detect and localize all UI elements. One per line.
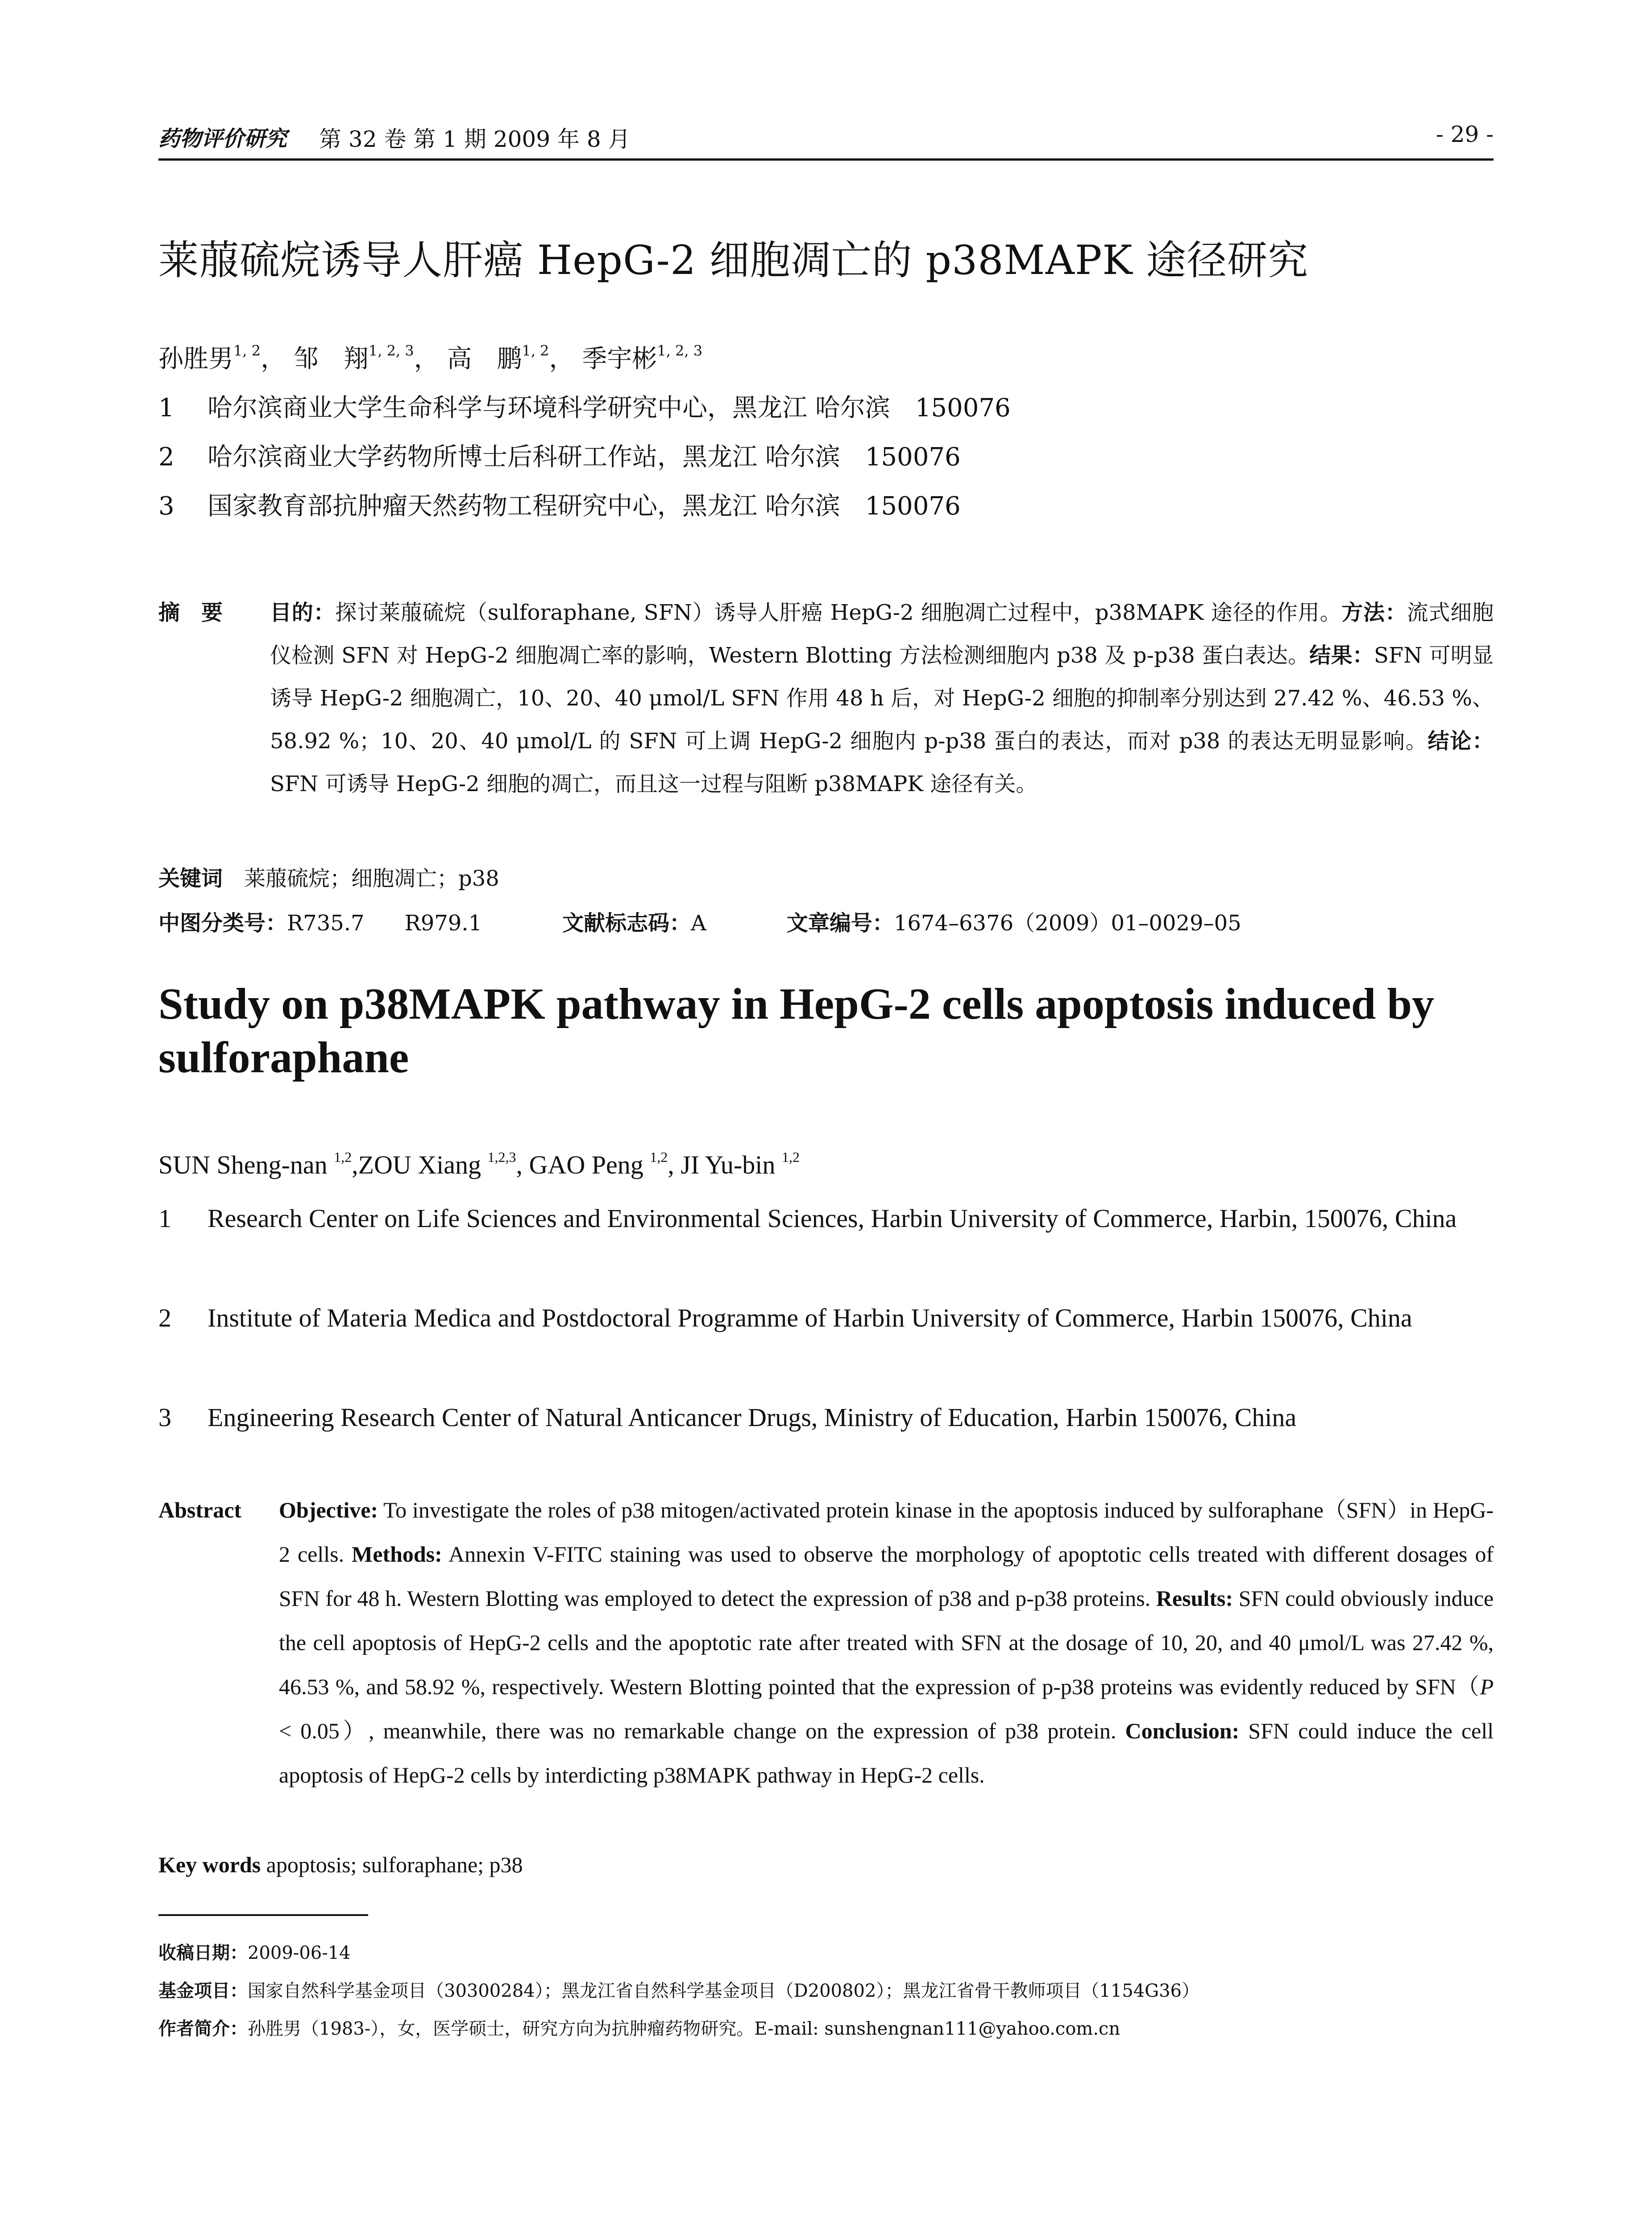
author-name: 高 鹏 [447, 344, 522, 373]
clc-label: 中图分类号： [158, 911, 287, 936]
aff-text: 哈尔滨商业大学生命科学与环境科学研究中心，黑龙江 哈尔滨 150076 [208, 394, 1011, 423]
methods-label: Methods: [352, 1542, 442, 1567]
cn-abstract [158, 591, 1494, 805]
results-text: < 0.05）, meanwhile, there was no remarkable change on the expression of p38 protein. [279, 1718, 1117, 1743]
aff-number: 2 [158, 1303, 171, 1332]
cn-title: 莱菔硫烷诱导人肝癌 HepG-2 细胞凋亡的 p38MAPK 途径研究 [158, 237, 1309, 284]
fund-text: 国家自然科学基金项目（30300284）；黑龙江省自然科学基金项目（D200802）；黑龙江省骨干教师项目（1154G36） [248, 1981, 1200, 2001]
doc-code: A [691, 911, 706, 936]
methods-text: Annexin V-FITC staining was used to observe the morphology of apoptotic cells treated with different dosages of SFN for 48 h. Western Blotting was employed to detect the expression of p38 and p-p38 proteins. [279, 1542, 1494, 1611]
objective-label: Objective: [279, 1497, 378, 1522]
aff-number: 3 [158, 1403, 171, 1432]
doc-code-label: 文献标志码： [562, 911, 691, 936]
aff-text: Engineering Research Center of Natural Anticancer Drugs, Ministry of Education, Harbin 150076, China [208, 1403, 1297, 1432]
en-abstract [158, 1488, 1494, 1797]
author-separator: , [668, 1150, 681, 1179]
aff-number: 2 [158, 443, 174, 472]
objective-text: To investigate the roles of p38 mitogen/activated protein kinase in the apoptosis induced by sulforaphane（SFN）in HepG-2 cells. [279, 1497, 1494, 1567]
results-text: SFN could obviously induce the cell apoptosis of HepG-2 cells and the apoptotic rate after treated with SFN at the dosage of 10, 20, and 40 μmol/L was 27.42 %, 46.53 %, and 58.92 %, respectively. Western Blotting pointed that the expression of p-p38 proteins was evidently reduced by SFN（ [279, 1586, 1494, 1699]
results-label: Results: [1156, 1586, 1233, 1611]
cn-keywords [158, 861, 499, 892]
author-affil-sup: 1,2 [650, 1149, 668, 1165]
author-affil-sup: 1,2,3 [487, 1149, 516, 1165]
author-name: SUN Sheng-nan [158, 1150, 334, 1179]
results-label: 结果： [1309, 643, 1374, 668]
aff-text: Research Center on Life Sciences and Environmental Sciences, Harbin University of Commerce, Harbin, 150076, China [208, 1204, 1457, 1233]
results-text: SFN 可明显诱导 HepG-2 细胞凋亡，10、20、40 μmol/L SFN 作用 48 h 后，对 HepG-2 细胞的抑制率分别达到 27.42 %、46.53 %、58.92 %；10、20、40 μmol/L 的 SFN 可上调 HepG-2 细胞内 p-p38 蛋白的表达，而对 p38 的表达无明显影响。 [270, 643, 1494, 754]
footnote-divider [158, 1914, 368, 1916]
author-separator: , [352, 1150, 358, 1179]
clc-code: R979.1 [404, 911, 482, 936]
keywords-label: 关键词 [158, 866, 223, 891]
objective-text: 探讨莱菔硫烷（sulforaphane, SFN）诱导人肝癌 HepG-2 细胞凋亡过程中，p38MAPK 途径的作用。 [335, 600, 1342, 625]
aff-text: 哈尔滨商业大学药物所博士后科研工作站，黑龙江 哈尔滨 150076 [208, 443, 961, 472]
cn-affiliation [158, 486, 961, 522]
aff-number: 3 [158, 492, 174, 521]
author-name: 孙胜男 [158, 344, 233, 373]
footnote-author [158, 2015, 1120, 2040]
keywords-text: 莱菔硫烷；细胞凋亡；p38 [244, 866, 499, 891]
journal-name: 药物评价研究 [158, 126, 287, 151]
en-title: Study on p38MAPK pathway in HepG-2 cells apoptosis induced by sulforaphane [158, 979, 1434, 1082]
objective-label: 目的： [270, 600, 336, 625]
issue-info: 第 32 卷 第 1 期 2009 年 8 月 [319, 126, 631, 152]
author-separator: , [516, 1150, 529, 1179]
cn-abstract-label: 摘 要 [158, 600, 223, 625]
conclusion-text: SFN could induce the cell apoptosis of HepG-2 cells by interdicting p38MAPK pathway in HepG-2 cells. [279, 1718, 1494, 1787]
en-affiliation [158, 1293, 1494, 1343]
aff-text: Institute of Materia Medica and Postdoctoral Programme of Harbin University of Commerce, Harbin 150076, China [208, 1303, 1412, 1332]
cn-affiliation [158, 437, 961, 473]
fund-label: 基金项目： [158, 1980, 248, 2001]
methods-label: 方法： [1341, 600, 1407, 625]
en-authors [158, 1149, 800, 1180]
received-date: 2009-06-14 [248, 1943, 351, 1963]
author-affil-sup: 1,2 [334, 1149, 352, 1165]
conclusion-label: 结论： [1428, 729, 1494, 754]
author-bio-label: 作者简介： [158, 2018, 248, 2039]
aff-text: 国家教育部抗肿瘤天然药物工程研究中心，黑龙江 哈尔滨 150076 [208, 492, 961, 521]
p-value-symbol: P [1480, 1674, 1494, 1699]
footnote-fund [158, 1977, 1200, 2002]
article-no: 1674–6376（2009）01–0029–05 [893, 911, 1241, 936]
author-name: JI Yu-bin [681, 1150, 782, 1179]
keywords-text: apoptosis; sulforaphane; p38 [261, 1852, 523, 1877]
author-affil-sup: 1, 2, 3 [368, 342, 414, 359]
page-number: - 29 - [1436, 121, 1494, 147]
en-affiliation [158, 1393, 1494, 1443]
aff-number: 1 [158, 1204, 171, 1233]
cn-authors: 孙胜男$^{1, 2}$， 邹 翔$^{1, 2, 3}$， 高 鹏$^{1, 2}$， 季宇彬$^{1, 2, 3}$ [158, 342, 703, 373]
en-affiliation [158, 1194, 1494, 1244]
author-affil-sup: 1, 2 [522, 342, 549, 359]
en-keywords [158, 1852, 523, 1878]
author-bio-text: 孙胜男（1983-），女，医学硕士，研究方向为抗肿瘤药物研究。E-mail: sunshengnan111@yahoo.com.cn [248, 2019, 1121, 2039]
author-affil-sup: 1,2 [781, 1149, 800, 1165]
author-name: 邹 翔 [293, 344, 369, 373]
conclusion-text: SFN 可诱导 HepG-2 细胞的凋亡，而且这一过程与阻断 p38MAPK 途径有关。 [270, 771, 1038, 796]
aff-number: 1 [158, 394, 174, 423]
clc-code: R735.7 [287, 911, 365, 936]
article-no-label: 文章编号： [786, 911, 894, 936]
header-divider [158, 158, 1494, 161]
author-name: ZOU Xiang [358, 1150, 488, 1179]
en-abstract-label: Abstract [158, 1497, 242, 1522]
received-label: 收稿日期： [158, 1942, 248, 1963]
author-name: GAO Peng [529, 1150, 650, 1179]
cn-classification [158, 906, 1241, 937]
author-affil-sup: 1, 2, 3 [657, 342, 703, 359]
author-affil-sup: 1, 2 [233, 342, 261, 359]
methods-text: 流式细胞仪检测 SFN 对 HepG-2 细胞凋亡率的影响，Western Blotting 方法检测细胞内 p38 及 p-p38 蛋白表达。 [270, 600, 1494, 668]
author-name: 季宇彬 [582, 344, 657, 373]
cn-abstract-body [270, 591, 1494, 805]
keywords-label: Key words [158, 1852, 261, 1877]
en-abstract-body [279, 1488, 1494, 1797]
conclusion-label: Conclusion: [1125, 1718, 1240, 1743]
cn-affiliation [158, 388, 1011, 424]
footnote-received [158, 1939, 351, 1964]
